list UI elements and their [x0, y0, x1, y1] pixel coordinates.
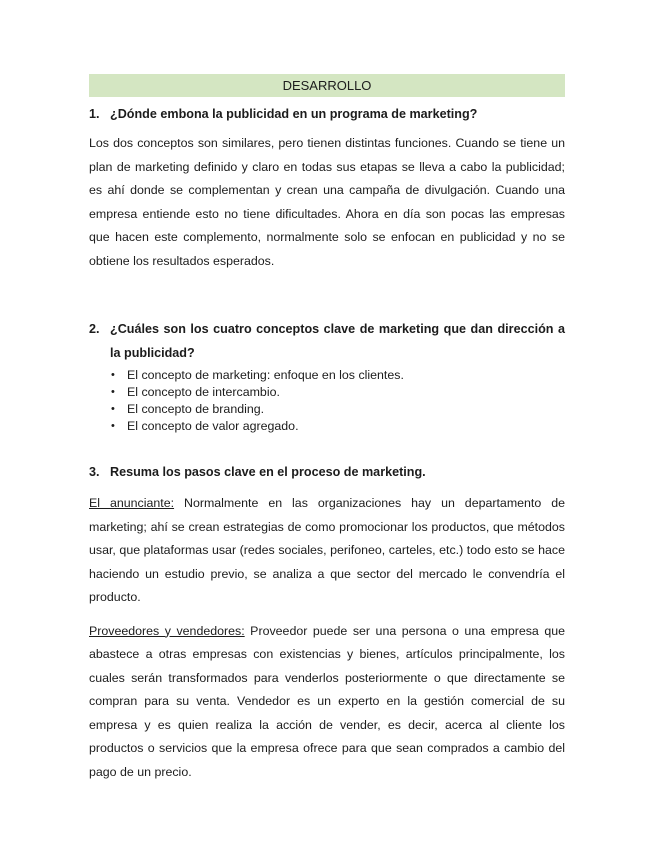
- list-item-text: El concepto de valor agregado.: [127, 419, 299, 433]
- advertiser-paragraph: [89, 492, 565, 610]
- advertiser-text: Normalmente en las organizaciones hay un departamento de marketing; ahí se crean estrategias de como promocionar los productos, que métodos usar, que plataformas usar (redes sociales, perifoneo, carteles, etc.) todo esto se hace haciendo un estudio previo, se analiza a que sector del mercado le convendría el producto.: [89, 496, 565, 604]
- section-banner: DESARROLLO: [89, 74, 565, 97]
- question-1-heading: [89, 102, 565, 126]
- question-3-number: 3.: [89, 465, 100, 479]
- bullet-icon: •: [111, 403, 115, 415]
- question-3-heading: [89, 460, 565, 484]
- question-2-heading: [89, 317, 565, 365]
- question-1-answer: Los dos conceptos son similares, pero tienen distintas funciones. Cuando se tiene un plan de marketing definido y claro en todas sus etapas se lleva a cabo la publicidad; es ahí donde se complementan y crean una campaña de divulgación. Cuando una empresa entiende esto no tiene dificultades. Ahora en día son pocas las empresas que hacen este complemento, normalmente solo se enfocan en publicidad y no se obtiene los resultados esperados.: [89, 136, 565, 268]
- document-page: [89, 74, 565, 784]
- suppliers-label: Proveedores y vendedores:: [89, 623, 245, 638]
- suppliers-paragraph: [89, 620, 565, 785]
- question-1-number: 1.: [89, 107, 100, 121]
- list-item: [89, 418, 565, 435]
- list-item-text: El concepto de branding.: [127, 402, 265, 416]
- concepts-list: [89, 367, 565, 435]
- question-2-number: 2.: [89, 322, 100, 336]
- list-item: [89, 367, 565, 384]
- list-item: [89, 384, 565, 401]
- question-2-title: ¿Cuáles son los cuatro conceptos clave de marketing que dan dirección a la publicidad?: [110, 322, 565, 360]
- suppliers-text: Proveedor puede ser una persona o una empresa que abastece a otras empresas con existencias y bienes, artículos principalmente, los cuales serán transformados para venderlos posteriormente o que directamente se compran para su venta. Vendedor es un experto en la gestión comercial de su empresa y es quien realiza la acción de vender, es decir, acerca al cliente los productos o servicios que la empresa ofrece para que sean comprados a cambio del pago de un precio.: [89, 623, 565, 779]
- bullet-icon: •: [111, 386, 115, 398]
- list-item-text: El concepto de marketing: enfoque en los clientes.: [127, 368, 404, 382]
- bullet-icon: •: [111, 420, 115, 432]
- bullet-icon: •: [111, 369, 115, 381]
- question-1-title: ¿Dónde embona la publicidad en un programa de marketing?: [110, 107, 478, 121]
- advertiser-label: El anunciante:: [89, 496, 175, 510]
- list-item-text: El concepto de intercambio.: [127, 385, 280, 399]
- list-item: [89, 401, 565, 418]
- question-3-title: Resuma los pasos clave en el proceso de marketing.: [110, 465, 426, 479]
